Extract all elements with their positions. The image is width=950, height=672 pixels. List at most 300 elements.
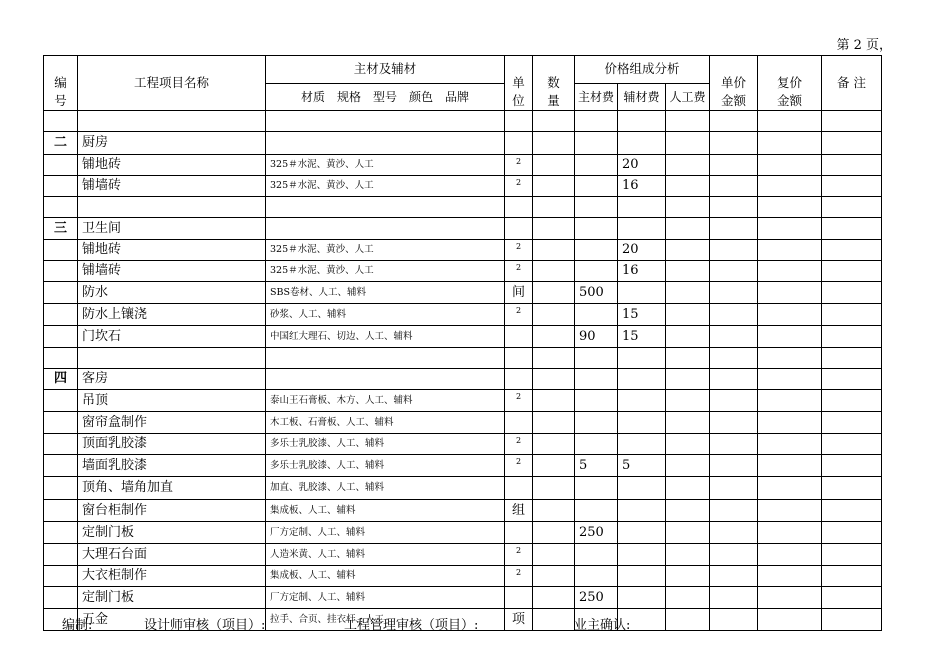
cell-item-name: 防水上镶浇 [78, 304, 266, 326]
cell-qty [533, 197, 575, 218]
cell-materials: 砂浆、人工、辅料 [266, 304, 505, 326]
cell-aux-fee: 16 [618, 176, 666, 197]
cell-aux-fee [618, 348, 666, 369]
cell-total [758, 282, 822, 304]
header-aux-fee: 辅材费 [618, 83, 666, 111]
cell-remark [822, 282, 882, 304]
cell-main-fee: 250 [575, 522, 618, 544]
table-row [44, 412, 882, 434]
cell-unit-price [710, 390, 758, 412]
cell-item-name: 窗帘盒制作 [78, 412, 266, 434]
cell-total [758, 326, 822, 348]
cell-labor-fee [666, 282, 710, 304]
cell-item-name: 定制门板 [78, 587, 266, 609]
cell-unit [505, 412, 533, 434]
cell-main-fee [575, 218, 618, 240]
cell-materials: SBS卷材、人工、辅料 [266, 282, 505, 304]
cell-aux-fee [618, 197, 666, 218]
cell-aux-fee [618, 111, 666, 132]
cell-materials: 人造米黄、人工、辅料 [266, 544, 505, 566]
cell-unit-price [710, 197, 758, 218]
cell-main-fee [575, 132, 618, 155]
cell-unit: 2 [505, 240, 533, 261]
table-row [44, 390, 882, 412]
table-row [44, 218, 882, 240]
cell-main-fee [575, 240, 618, 261]
cell-qty [533, 609, 575, 631]
cell-aux-fee: 15 [618, 304, 666, 326]
cell-labor-fee [666, 348, 710, 369]
header-unit: 单 位 [505, 56, 533, 111]
cell-unit [505, 477, 533, 500]
cell-num [44, 197, 78, 218]
cell-total [758, 609, 822, 631]
cell-remark [822, 566, 882, 587]
cell-materials [266, 369, 505, 390]
cell-aux-fee [618, 412, 666, 434]
cell-labor-fee [666, 261, 710, 282]
cell-unit [505, 132, 533, 155]
cell-item-name: 五金 [78, 609, 266, 631]
table-row [44, 455, 882, 477]
cell-category: 厨房 [78, 132, 266, 155]
cell-qty [533, 304, 575, 326]
cell-remark [822, 522, 882, 544]
cell-qty [533, 455, 575, 477]
cell-total [758, 369, 822, 390]
cell-unit-price [710, 304, 758, 326]
header-qty: 数 量 [533, 56, 575, 111]
cell-total [758, 455, 822, 477]
cell-materials: 厂方定制、人工、辅料 [266, 587, 505, 609]
cell-labor-fee [666, 566, 710, 587]
cell-main-fee [575, 176, 618, 197]
cell-main-fee [575, 390, 618, 412]
cell-total [758, 477, 822, 500]
cell-num: 三 [44, 218, 78, 240]
cell-qty [533, 587, 575, 609]
cell-main-fee [575, 155, 618, 176]
cell-unit-price [710, 434, 758, 455]
cell-materials: 拉手、合页、挂衣杆、人工 [266, 609, 505, 631]
cell-item-name: 防水 [78, 282, 266, 304]
cell-remark [822, 155, 882, 176]
cell-unit-price [710, 369, 758, 390]
cell-item-name: 大衣柜制作 [78, 566, 266, 587]
cell-labor-fee [666, 434, 710, 455]
cell-item-name: 顶角、墙角加直 [78, 477, 266, 500]
cell-aux-fee [618, 390, 666, 412]
cell-remark [822, 412, 882, 434]
cell-qty [533, 132, 575, 155]
footer-manager: 工程管理审核（项目）: [344, 618, 479, 633]
cell-total [758, 348, 822, 369]
cell-item-name: 顶面乳胶漆 [78, 434, 266, 455]
cell-labor-fee [666, 412, 710, 434]
cell-total [758, 111, 822, 132]
cell-materials: 集成板、人工、辅料 [266, 500, 505, 522]
header-price-analysis: 价格组成分析 [575, 56, 710, 84]
cell-qty [533, 434, 575, 455]
cell-item-name: 墙面乳胶漆 [78, 455, 266, 477]
cell-qty [533, 369, 575, 390]
table-row [44, 326, 882, 348]
cell-total [758, 566, 822, 587]
cell-main-fee [575, 261, 618, 282]
cell-total [758, 522, 822, 544]
cell-aux-fee: 20 [618, 155, 666, 176]
cell-unit-price [710, 176, 758, 197]
cell-qty [533, 544, 575, 566]
cell-main-fee: 250 [575, 587, 618, 609]
cell-qty [533, 412, 575, 434]
cell-labor-fee [666, 155, 710, 176]
cell-num [44, 477, 78, 500]
table-row [44, 176, 882, 197]
cell-unit-price [710, 477, 758, 500]
cell-num [44, 544, 78, 566]
cell-category: 卫生间 [78, 218, 266, 240]
cell-unit-price [710, 500, 758, 522]
cell-item-name: 窗台柜制作 [78, 500, 266, 522]
cell-num [44, 282, 78, 304]
cell-main-fee: 90 [575, 326, 618, 348]
cell-materials: 多乐士乳胶漆、人工、辅料 [266, 455, 505, 477]
cell-qty [533, 390, 575, 412]
cell-remark [822, 240, 882, 261]
cell-total [758, 500, 822, 522]
cell-main-fee [575, 304, 618, 326]
cell-aux-fee: 20 [618, 240, 666, 261]
cell-num [44, 111, 78, 132]
cell-materials [266, 197, 505, 218]
cell-materials: 325＃水泥、黄沙、人工 [266, 155, 505, 176]
cell-remark [822, 455, 882, 477]
cell-materials [266, 218, 505, 240]
cell-unit-price [710, 544, 758, 566]
header-materials-sub: 材质 规格 型号 颜色 品牌 [266, 83, 505, 111]
cell-unit: 2 [505, 155, 533, 176]
cell-item-name: 吊顶 [78, 390, 266, 412]
cell-num [44, 566, 78, 587]
cell-materials: 多乐士乳胶漆、人工、辅料 [266, 434, 505, 455]
header-main-fee: 主材费 [575, 83, 618, 111]
cell-item-name [78, 348, 266, 369]
cell-num [44, 348, 78, 369]
cell-unit-price [710, 609, 758, 631]
cell-labor-fee [666, 587, 710, 609]
header-remark: 备 注 [822, 56, 882, 111]
cell-aux-fee [618, 132, 666, 155]
cell-unit [505, 587, 533, 609]
table-row [44, 522, 882, 544]
cell-unit: 2 [505, 304, 533, 326]
cell-num [44, 240, 78, 261]
cell-unit-price [710, 240, 758, 261]
cell-num [44, 434, 78, 455]
cell-aux-fee [618, 477, 666, 500]
cell-unit: 2 [505, 390, 533, 412]
cell-total [758, 261, 822, 282]
cell-total [758, 587, 822, 609]
header-num: 编 号 [44, 56, 78, 111]
cell-qty [533, 282, 575, 304]
cell-total [758, 304, 822, 326]
cell-remark [822, 369, 882, 390]
table-row [44, 132, 882, 155]
cell-aux-fee [618, 434, 666, 455]
cell-materials: 中国红大理石、切边、人工、辅料 [266, 326, 505, 348]
cell-total [758, 176, 822, 197]
cell-unit: 2 [505, 455, 533, 477]
table-row [44, 500, 882, 522]
cell-materials [266, 132, 505, 155]
cell-num [44, 412, 78, 434]
cell-main-fee [575, 197, 618, 218]
cell-item-name: 大理石台面 [78, 544, 266, 566]
cell-labor-fee [666, 390, 710, 412]
cell-total [758, 218, 822, 240]
footer-owner: 业主确认: [574, 618, 631, 633]
header-total: 复价 金额 [758, 56, 822, 111]
cell-total [758, 197, 822, 218]
cell-main-fee [575, 434, 618, 455]
cell-unit-price [710, 111, 758, 132]
cell-num [44, 455, 78, 477]
table-row [44, 348, 882, 369]
cell-aux-fee [618, 369, 666, 390]
cell-labor-fee [666, 500, 710, 522]
header-name: 工程项目名称 [78, 56, 266, 111]
table-row [44, 240, 882, 261]
cell-materials [266, 348, 505, 369]
cell-unit [505, 197, 533, 218]
cell-num [44, 390, 78, 412]
cell-labor-fee [666, 544, 710, 566]
cell-materials: 加直、乳胶漆、人工、辅料 [266, 477, 505, 500]
cell-unit-price [710, 412, 758, 434]
cell-unit: 组 [505, 500, 533, 522]
cell-main-fee [575, 500, 618, 522]
table-row [44, 434, 882, 455]
cell-materials: 325＃水泥、黄沙、人工 [266, 240, 505, 261]
cell-labor-fee [666, 522, 710, 544]
cell-materials: 集成板、人工、辅料 [266, 566, 505, 587]
table-row [44, 261, 882, 282]
cell-labor-fee [666, 240, 710, 261]
cell-remark [822, 390, 882, 412]
cell-unit [505, 522, 533, 544]
table-row [44, 477, 882, 500]
cell-unit: 项 [505, 609, 533, 631]
cell-qty [533, 566, 575, 587]
cell-total [758, 390, 822, 412]
cell-remark [822, 132, 882, 155]
page-number: 第 2 页， [836, 38, 892, 53]
cell-remark [822, 587, 882, 609]
table-row [44, 544, 882, 566]
cell-main-fee [575, 566, 618, 587]
cell-labor-fee [666, 111, 710, 132]
cell-unit-price [710, 455, 758, 477]
cell-unit [505, 348, 533, 369]
cell-category: 客房 [78, 369, 266, 390]
cell-num [44, 326, 78, 348]
cell-unit: 2 [505, 176, 533, 197]
cell-num [44, 261, 78, 282]
cell-remark [822, 434, 882, 455]
cell-materials [266, 111, 505, 132]
cell-main-fee [575, 348, 618, 369]
cell-aux-fee [618, 522, 666, 544]
cell-labor-fee [666, 176, 710, 197]
cell-labor-fee [666, 369, 710, 390]
cell-remark [822, 326, 882, 348]
cell-aux-fee [618, 544, 666, 566]
cell-unit: 2 [505, 434, 533, 455]
cell-aux-fee [618, 282, 666, 304]
cell-main-fee [575, 544, 618, 566]
cell-unit: 2 [505, 566, 533, 587]
cell-unit-price [710, 522, 758, 544]
cell-unit [505, 111, 533, 132]
cell-qty [533, 348, 575, 369]
cell-unit-price [710, 218, 758, 240]
cell-main-fee [575, 477, 618, 500]
cell-labor-fee [666, 455, 710, 477]
cell-labor-fee [666, 477, 710, 500]
quotation-table [43, 55, 882, 631]
cell-labor-fee [666, 132, 710, 155]
cell-qty [533, 261, 575, 282]
cell-num: 四 [44, 369, 78, 390]
cell-item-name: 铺地砖 [78, 240, 266, 261]
cell-num [44, 587, 78, 609]
cell-num [44, 522, 78, 544]
cell-aux-fee [618, 218, 666, 240]
cell-labor-fee [666, 218, 710, 240]
cell-main-fee [575, 412, 618, 434]
cell-labor-fee [666, 326, 710, 348]
cell-remark [822, 609, 882, 631]
cell-total [758, 240, 822, 261]
table-row [44, 304, 882, 326]
cell-materials: 泰山王石膏板、木方、人工、辅料 [266, 390, 505, 412]
table-row [44, 197, 882, 218]
cell-num [44, 176, 78, 197]
cell-labor-fee [666, 304, 710, 326]
cell-item-name: 定制门板 [78, 522, 266, 544]
cell-aux-fee [618, 587, 666, 609]
cell-item-name [78, 197, 266, 218]
cell-aux-fee [618, 566, 666, 587]
cell-remark [822, 218, 882, 240]
cell-remark [822, 111, 882, 132]
cell-main-fee [575, 369, 618, 390]
cell-qty [533, 176, 575, 197]
cell-remark [822, 176, 882, 197]
table-row [44, 566, 882, 587]
cell-materials: 325＃水泥、黄沙、人工 [266, 261, 505, 282]
footer-compiled: 编制: [62, 618, 93, 633]
cell-item-name: 铺墙砖 [78, 176, 266, 197]
footer-designer: 设计师审核（项目）: [144, 618, 266, 633]
table-row [44, 587, 882, 609]
cell-unit-price [710, 132, 758, 155]
cell-unit-price [710, 348, 758, 369]
cell-labor-fee [666, 197, 710, 218]
cell-unit-price [710, 326, 758, 348]
cell-aux-fee: 5 [618, 455, 666, 477]
cell-unit-price [710, 155, 758, 176]
table-row [44, 111, 882, 132]
cell-num [44, 500, 78, 522]
cell-num [44, 155, 78, 176]
cell-unit [505, 369, 533, 390]
cell-aux-fee [618, 500, 666, 522]
header-unit-price: 单价 金额 [710, 56, 758, 111]
cell-labor-fee [666, 609, 710, 631]
cell-remark [822, 500, 882, 522]
table-row [44, 282, 882, 304]
cell-qty [533, 326, 575, 348]
table-row [44, 369, 882, 390]
cell-qty [533, 500, 575, 522]
cell-materials: 325＃水泥、黄沙、人工 [266, 176, 505, 197]
cell-unit-price [710, 261, 758, 282]
cell-main-fee: 500 [575, 282, 618, 304]
cell-unit-price [710, 587, 758, 609]
cell-aux-fee: 16 [618, 261, 666, 282]
cell-materials: 厂方定制、人工、辅料 [266, 522, 505, 544]
cell-num: 二 [44, 132, 78, 155]
cell-remark [822, 348, 882, 369]
cell-qty [533, 111, 575, 132]
cell-item-name: 门坎石 [78, 326, 266, 348]
cell-total [758, 412, 822, 434]
cell-remark [822, 261, 882, 282]
cell-remark [822, 544, 882, 566]
cell-qty [533, 240, 575, 261]
cell-item-name [78, 111, 266, 132]
cell-qty [533, 218, 575, 240]
header-labor-fee: 人工费 [666, 83, 710, 111]
cell-remark [822, 477, 882, 500]
cell-item-name: 铺墙砖 [78, 261, 266, 282]
cell-aux-fee: 15 [618, 326, 666, 348]
cell-unit-price [710, 282, 758, 304]
cell-item-name: 铺地砖 [78, 155, 266, 176]
cell-total [758, 434, 822, 455]
cell-qty [533, 522, 575, 544]
header-materials: 主材及辅材 [266, 56, 505, 84]
cell-main-fee: 5 [575, 455, 618, 477]
cell-unit: 2 [505, 544, 533, 566]
cell-unit: 间 [505, 282, 533, 304]
cell-total [758, 544, 822, 566]
cell-qty [533, 477, 575, 500]
cell-num [44, 304, 78, 326]
cell-materials: 木工板、石膏板、人工、辅料 [266, 412, 505, 434]
cell-unit [505, 218, 533, 240]
cell-unit-price [710, 566, 758, 587]
cell-total [758, 155, 822, 176]
cell-main-fee [575, 111, 618, 132]
table-row [44, 155, 882, 176]
cell-unit [505, 326, 533, 348]
cell-qty [533, 155, 575, 176]
cell-total [758, 132, 822, 155]
